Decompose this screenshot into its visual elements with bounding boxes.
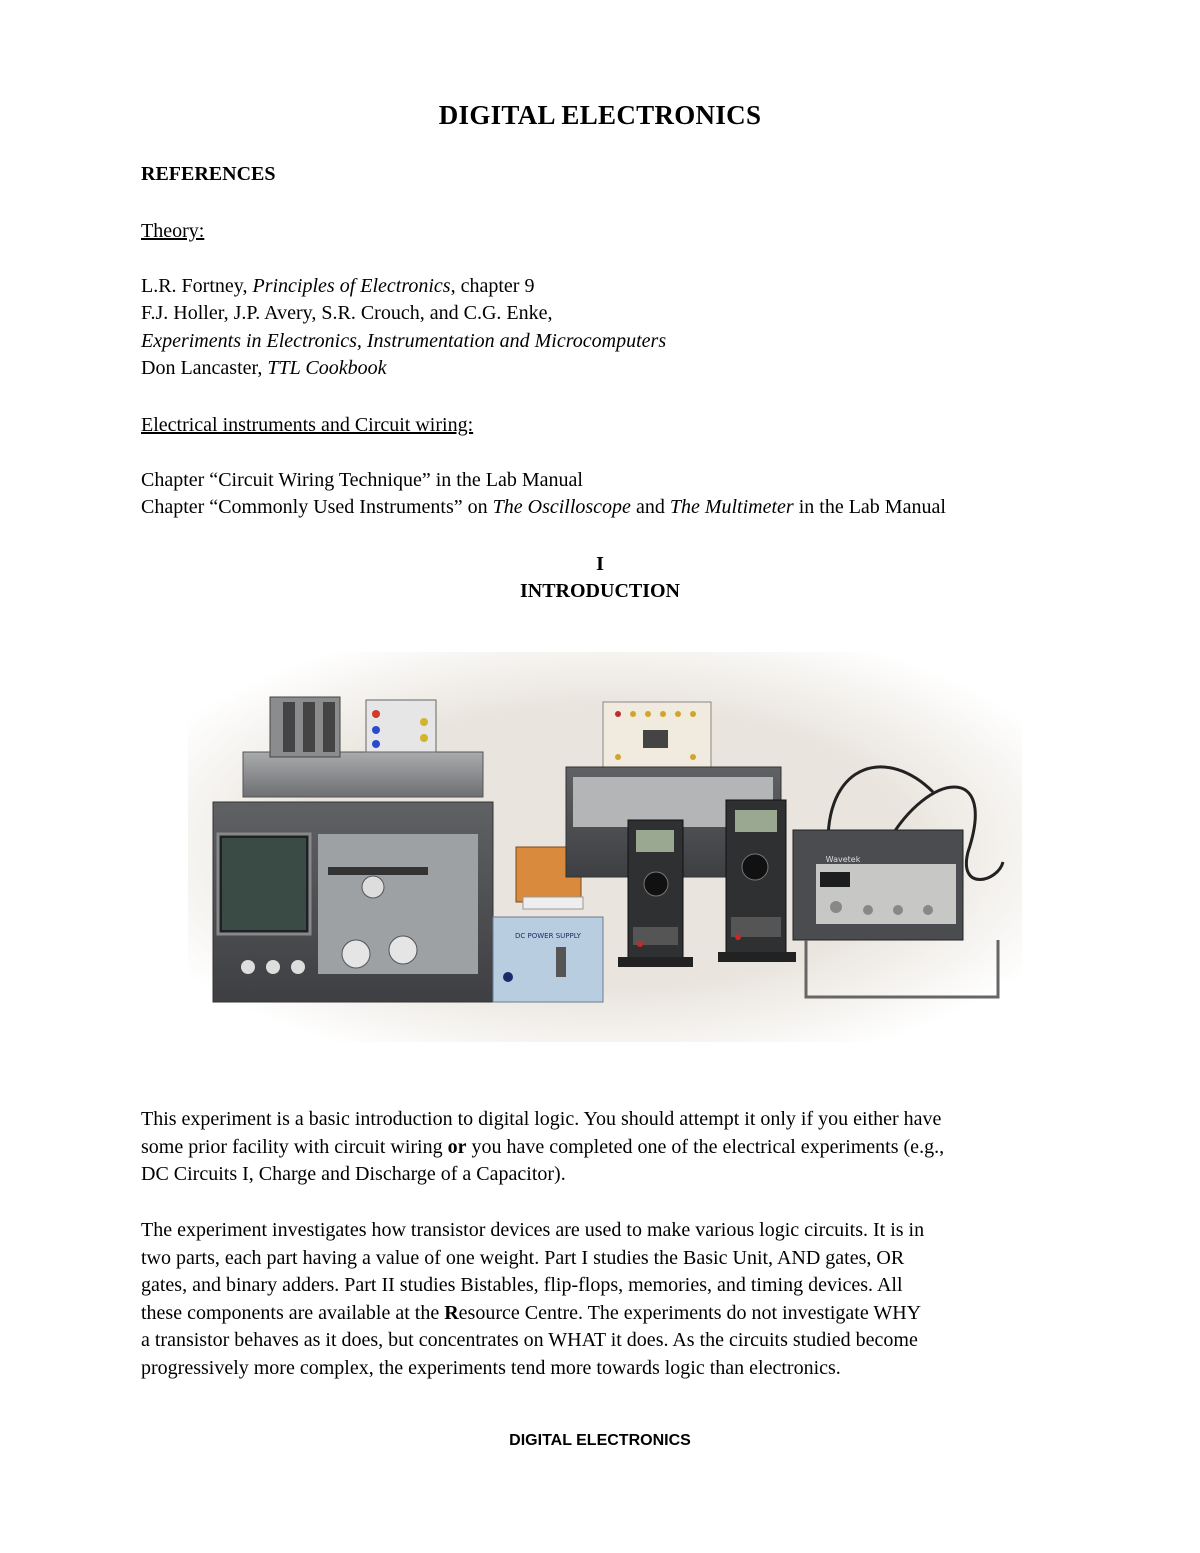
lab-equipment-photo [188,652,1022,1042]
chapter-text: Chapter “Commonly Used Instruments” on [141,496,493,518]
generator-label: Wavetek [825,855,861,864]
para-line: progressively more complex, the experiments tend more towards logic than electronics. [141,1356,841,1379]
para-line: two parts, each part having a value of one weight. Part I studies the Basic Unit, AND gates, OR [141,1246,905,1269]
para-text: you have completed one of the electrical experiments (e.g., [466,1135,945,1158]
para-line: gates, and binary adders. Part II studies Bistables, flip-flops, memories, and timing devices. All [141,1274,903,1296]
chapter-multimeter: The Multimeter [669,496,794,518]
para-text: these components are available at the [141,1301,445,1324]
ref-author: Don Lancaster, [141,357,268,379]
para-line [141,1300,1066,1328]
instruments-label: Electrical instruments and Circuit wiring: [141,414,474,436]
power-supply-label: DC POWER SUPPLY [515,932,581,940]
chapter-text: in the Lab Manual [793,496,946,518]
para-text: esource Centre. The experiments do not investigate WHY [458,1301,922,1324]
para-line: a transistor behaves as it does, but concentrates on WHAT it does. As the circuits studied become [141,1329,918,1351]
ref-chapter: , chapter 9 [450,275,535,297]
para-line: The experiment investigates how transistor devices are used to make various logic circuits. It is in [141,1219,925,1241]
para-line [141,1134,1066,1162]
ref-book-title: Principles of Electronics [252,275,451,297]
chapter-wiring: Chapter “Circuit Wiring Technique” in the Lab Manual [141,469,583,491]
document-title: DIGITAL ELECTRONICS [438,100,762,130]
para-text: some prior facility with circuit wiring [141,1135,448,1158]
para-line: This experiment is a basic introduction to digital logic. You should attempt it only if you either have [141,1108,942,1130]
theory-label: Theory: [141,220,205,242]
multimeter-right [718,800,796,962]
chapter-instruments [141,496,946,519]
chapter-text: and [630,496,670,518]
reference-lancaster [141,357,386,380]
ref-book-title: TTL Cookbook [267,357,387,379]
para-line: DC Circuits I, Charge and Discharge of a Capacitor). [141,1163,566,1185]
ref-book-title: Experiments in Electronics, Instrumentation and Microcomputers [141,330,667,352]
multimeter-left [618,820,693,967]
intro-paragraph-1 [141,1106,1066,1189]
reference-holler: F.J. Holler, J.P. Avery, S.R. Crouch, and C.G. Enke, [141,302,553,324]
para-emphasis: or [447,1135,467,1158]
intro-paragraph-2 [141,1217,1066,1382]
reference-fortney [141,275,534,298]
references-heading: REFERENCES [141,163,276,185]
ref-author: L.R. Fortney, [141,275,253,297]
page-footer: DIGITAL ELECTRONICS [509,1432,691,1449]
section-title: INTRODUCTION [519,580,681,602]
reference-holler-title [141,330,666,353]
chapter-oscilloscope: The Oscilloscope [492,496,631,518]
para-emphasis: R [444,1301,459,1324]
section-number: I [596,553,604,575]
